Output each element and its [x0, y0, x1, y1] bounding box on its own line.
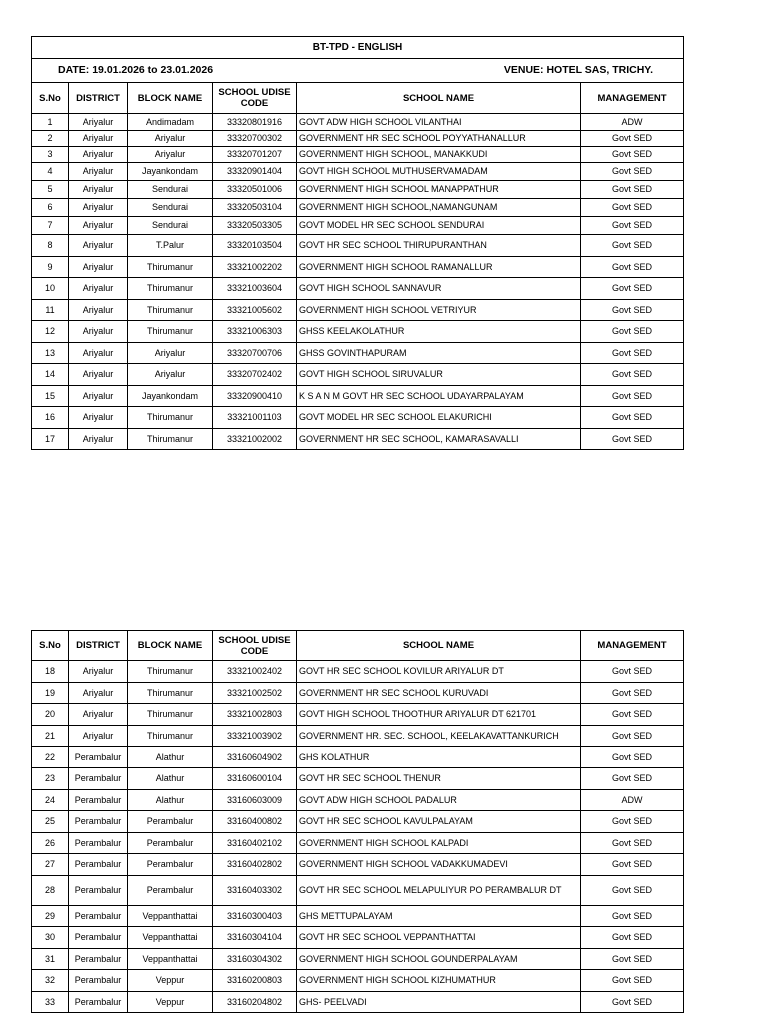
cell-udise-code: 33160402802 — [213, 854, 297, 876]
cell-sno: 31 — [32, 949, 69, 970]
cell-udise-code: 33321003902 — [213, 726, 297, 747]
cell-management: Govt SED — [581, 407, 684, 429]
cell-district: Ariyalur — [69, 147, 128, 163]
cell-udise-code: 33321006303 — [213, 321, 297, 343]
cell-school-name: GOVT HR SEC SCHOOL VEPPANTHATTAI — [297, 927, 581, 949]
cell-udise-code: 33321001103 — [213, 407, 297, 429]
cell-udise-code: 33320503104 — [213, 199, 297, 217]
cell-block-name: Thirumanur — [128, 661, 213, 683]
cell-district: Ariyalur — [69, 181, 128, 199]
date-range: DATE: 19.01.2026 to 23.01.2026 — [58, 64, 214, 76]
cell-district: Ariyalur — [69, 199, 128, 217]
cell-school-name: GOVERNMENT HIGH SCHOOL KALPADI — [297, 833, 581, 854]
table-row — [32, 970, 684, 992]
cell-district: Ariyalur — [69, 217, 128, 235]
cell-udise-code: 33160402102 — [213, 833, 297, 854]
cell-district: Ariyalur — [69, 278, 128, 300]
cell-block-name: Jayankondam — [128, 386, 213, 407]
cell-management: ADW — [581, 114, 684, 131]
cell-sno: 3 — [32, 147, 69, 163]
table-row — [32, 906, 684, 927]
cell-udise-code: 33321002202 — [213, 257, 297, 278]
cell-udise-code: 33320700302 — [213, 131, 297, 147]
header-district: DISTRICT — [69, 83, 128, 114]
cell-school-name: GOVT HR SEC SCHOOL KOVILUR ARIYALUR DT — [297, 661, 581, 683]
cell-sno: 14 — [32, 364, 69, 386]
cell-school-name: GHSS GOVINTHAPURAM — [297, 343, 581, 364]
cell-block-name: Ariyalur — [128, 343, 213, 364]
cell-sno: 4 — [32, 163, 69, 181]
cell-district: Perambalur — [69, 811, 128, 833]
cell-management: Govt SED — [581, 257, 684, 278]
cell-management: Govt SED — [581, 992, 684, 1013]
cell-block-name: Sendurai — [128, 217, 213, 235]
header-row — [32, 83, 684, 114]
cell-school-name: GOVERNMENT HIGH SCHOOL VADAKKUMADEVI — [297, 854, 581, 876]
table-row — [32, 321, 684, 343]
cell-district: Ariyalur — [69, 726, 128, 747]
cell-management: Govt SED — [581, 235, 684, 257]
date-venue-row — [32, 59, 684, 83]
cell-udise-code: 33160300403 — [213, 906, 297, 927]
cell-sno: 23 — [32, 768, 69, 790]
cell-district: Perambalur — [69, 747, 128, 768]
cell-management: Govt SED — [581, 131, 684, 147]
cell-block-name: Veppanthattai — [128, 927, 213, 949]
cell-block-name: Thirumanur — [128, 321, 213, 343]
cell-school-name: GOVERNMENT HIGH SCHOOL MANAPPATHUR — [297, 181, 581, 199]
cell-school-name: GOVERNMENT HIGH SCHOOL VETRIYUR — [297, 300, 581, 321]
cell-school-name: GOVT HR SEC SCHOOL THENUR — [297, 768, 581, 790]
cell-udise-code: 33320900410 — [213, 386, 297, 407]
cell-management: Govt SED — [581, 199, 684, 217]
table-2-body — [32, 631, 684, 1013]
cell-management: Govt SED — [581, 768, 684, 790]
cell-sno: 25 — [32, 811, 69, 833]
cell-block-name: Veppanthattai — [128, 949, 213, 970]
cell-district: Perambalur — [69, 876, 128, 906]
cell-district: Ariyalur — [69, 343, 128, 364]
table-row — [32, 235, 684, 257]
cell-management: Govt SED — [581, 429, 684, 450]
cell-udise-code: 33160304302 — [213, 949, 297, 970]
cell-district: Ariyalur — [69, 364, 128, 386]
header-row — [32, 631, 684, 661]
cell-sno: 19 — [32, 683, 69, 704]
cell-udise-code: 33320702402 — [213, 364, 297, 386]
cell-block-name: Perambalur — [128, 876, 213, 906]
cell-management: Govt SED — [581, 876, 684, 906]
title-row — [32, 37, 684, 59]
cell-sno: 17 — [32, 429, 69, 450]
school-table-2 — [31, 630, 684, 1013]
cell-management: Govt SED — [581, 854, 684, 876]
cell-school-name: GOVERNMENT HIGH SCHOOL RAMANALLUR — [297, 257, 581, 278]
table-row — [32, 790, 684, 811]
cell-sno: 11 — [32, 300, 69, 321]
cell-school-name: GOVERNMENT HIGH SCHOOL GOUNDERPALAYAM — [297, 949, 581, 970]
table-row — [32, 876, 684, 906]
cell-sno: 6 — [32, 199, 69, 217]
cell-udise-code: 33160200803 — [213, 970, 297, 992]
table-row — [32, 683, 684, 704]
cell-management: Govt SED — [581, 949, 684, 970]
cell-block-name: Thirumanur — [128, 726, 213, 747]
header-block-name: BLOCK NAME — [128, 83, 213, 114]
cell-udise-code: 33160204802 — [213, 992, 297, 1013]
header-sno: S.No — [32, 631, 69, 661]
cell-district: Perambalur — [69, 970, 128, 992]
cell-sno: 28 — [32, 876, 69, 906]
header-udise-code: SCHOOL UDISE CODE — [213, 83, 297, 114]
table-row — [32, 854, 684, 876]
table-row — [32, 163, 684, 181]
venue: VENUE: HOTEL SAS, TRICHY. — [503, 64, 654, 76]
cell-block-name: Sendurai — [128, 181, 213, 199]
cell-udise-code: 33321002803 — [213, 704, 297, 726]
cell-udise-code: 33160400802 — [213, 811, 297, 833]
cell-district: Ariyalur — [69, 407, 128, 429]
school-table-1 — [31, 36, 684, 450]
cell-udise-code: 33160403302 — [213, 876, 297, 906]
cell-block-name: Perambalur — [128, 811, 213, 833]
table-row — [32, 768, 684, 790]
table-row — [32, 386, 684, 407]
table-row — [32, 364, 684, 386]
cell-block-name: Thirumanur — [128, 407, 213, 429]
document-title: BT-TPD - ENGLISH — [32, 37, 684, 59]
cell-district: Perambalur — [69, 790, 128, 811]
cell-district: Ariyalur — [69, 704, 128, 726]
cell-block-name: Alathur — [128, 768, 213, 790]
cell-block-name: Thirumanur — [128, 257, 213, 278]
cell-block-name: Veppur — [128, 992, 213, 1013]
cell-udise-code: 33321002002 — [213, 429, 297, 450]
cell-school-name: GHS KOLATHUR — [297, 747, 581, 768]
cell-udise-code: 33320701207 — [213, 147, 297, 163]
cell-district: Ariyalur — [69, 163, 128, 181]
cell-sno: 18 — [32, 661, 69, 683]
cell-management: Govt SED — [581, 163, 684, 181]
cell-sno: 33 — [32, 992, 69, 1013]
table-row — [32, 407, 684, 429]
cell-sno: 9 — [32, 257, 69, 278]
cell-school-name: GOVT ADW HIGH SCHOOL VILANTHAI — [297, 114, 581, 131]
cell-udise-code: 33160600104 — [213, 768, 297, 790]
cell-block-name: Ariyalur — [128, 131, 213, 147]
cell-udise-code: 33321002402 — [213, 661, 297, 683]
cell-school-name: GOVERNMENT HR SEC SCHOOL, KAMARASAVALLI — [297, 429, 581, 450]
cell-block-name: Andimadam — [128, 114, 213, 131]
cell-school-name: GOVT MODEL HR SEC SCHOOL ELAKURICHI — [297, 407, 581, 429]
cell-school-name: GOVERNMENT HR SEC SCHOOL POYYATHANALLUR — [297, 131, 581, 147]
cell-school-name: GOVT HIGH SCHOOL SIRUVALUR — [297, 364, 581, 386]
cell-block-name: Thirumanur — [128, 704, 213, 726]
table-row — [32, 217, 684, 235]
cell-school-name: GOVERNMENT HIGH SCHOOL KIZHUMATHUR — [297, 970, 581, 992]
cell-district: Perambalur — [69, 992, 128, 1013]
cell-management: Govt SED — [581, 386, 684, 407]
cell-school-name: GHSS KEELAKOLATHUR — [297, 321, 581, 343]
cell-management: Govt SED — [581, 833, 684, 854]
table-row — [32, 927, 684, 949]
cell-management: Govt SED — [581, 704, 684, 726]
cell-district: Ariyalur — [69, 300, 128, 321]
cell-management: Govt SED — [581, 300, 684, 321]
cell-management: Govt SED — [581, 343, 684, 364]
cell-district: Perambalur — [69, 854, 128, 876]
cell-school-name: GOVT HIGH SCHOOL SANNAVUR — [297, 278, 581, 300]
cell-block-name: Perambalur — [128, 833, 213, 854]
table-row — [32, 833, 684, 854]
cell-district: Ariyalur — [69, 321, 128, 343]
table-1-body — [32, 37, 684, 450]
header-management: MANAGEMENT — [581, 83, 684, 114]
cell-management: Govt SED — [581, 683, 684, 704]
cell-district: Ariyalur — [69, 386, 128, 407]
cell-management: Govt SED — [581, 181, 684, 199]
cell-management: Govt SED — [581, 726, 684, 747]
cell-district: Perambalur — [69, 768, 128, 790]
header-school-name: SCHOOL NAME — [297, 631, 581, 661]
cell-udise-code: 33321005602 — [213, 300, 297, 321]
cell-sno: 24 — [32, 790, 69, 811]
cell-block-name: Thirumanur — [128, 683, 213, 704]
cell-sno: 22 — [32, 747, 69, 768]
table-row — [32, 811, 684, 833]
cell-sno: 21 — [32, 726, 69, 747]
cell-block-name: Alathur — [128, 790, 213, 811]
table-row — [32, 114, 684, 131]
cell-management: Govt SED — [581, 147, 684, 163]
cell-management: Govt SED — [581, 747, 684, 768]
cell-sno: 29 — [32, 906, 69, 927]
cell-udise-code: 33320801916 — [213, 114, 297, 131]
table-row — [32, 704, 684, 726]
cell-sno: 8 — [32, 235, 69, 257]
cell-school-name: GOVERNMENT HR. SEC. SCHOOL, KEELAKAVATTANKURICH — [297, 726, 581, 747]
cell-school-name: GOVT HR SEC SCHOOL MELAPULIYUR PO PERAMBALUR DT — [297, 876, 581, 906]
cell-district: Ariyalur — [69, 257, 128, 278]
cell-udise-code: 33160604902 — [213, 747, 297, 768]
cell-management: Govt SED — [581, 364, 684, 386]
cell-block-name: T.Palur — [128, 235, 213, 257]
cell-management: Govt SED — [581, 217, 684, 235]
cell-management: Govt SED — [581, 927, 684, 949]
cell-district: Perambalur — [69, 906, 128, 927]
cell-sno: 32 — [32, 970, 69, 992]
cell-udise-code: 33160304104 — [213, 927, 297, 949]
cell-district: Perambalur — [69, 833, 128, 854]
cell-sno: 2 — [32, 131, 69, 147]
cell-udise-code: 33320503305 — [213, 217, 297, 235]
cell-udise-code: 33320700706 — [213, 343, 297, 364]
cell-school-name: GOVERNMENT HR SEC SCHOOL KURUVADI — [297, 683, 581, 704]
table-row — [32, 131, 684, 147]
table-row — [32, 992, 684, 1013]
cell-management: Govt SED — [581, 811, 684, 833]
cell-udise-code: 33320501006 — [213, 181, 297, 199]
cell-school-name: GOVT MODEL HR SEC SCHOOL SENDURAI — [297, 217, 581, 235]
cell-school-name: GOVT HIGH SCHOOL MUTHUSERVAMADAM — [297, 163, 581, 181]
cell-management: Govt SED — [581, 661, 684, 683]
cell-management: ADW — [581, 790, 684, 811]
cell-district: Ariyalur — [69, 683, 128, 704]
cell-block-name: Perambalur — [128, 854, 213, 876]
cell-school-name: GOVT HIGH SCHOOL THOOTHUR ARIYALUR DT 621701 — [297, 704, 581, 726]
header-sno: S.No — [32, 83, 69, 114]
cell-school-name: GOVERNMENT HIGH SCHOOL,NAMANGUNAM — [297, 199, 581, 217]
table-row — [32, 661, 684, 683]
table-row — [32, 181, 684, 199]
header-school-name: SCHOOL NAME — [297, 83, 581, 114]
cell-block-name: Jayankondam — [128, 163, 213, 181]
cell-sno: 13 — [32, 343, 69, 364]
cell-block-name: Thirumanur — [128, 429, 213, 450]
cell-udise-code: 33160603009 — [213, 790, 297, 811]
table-row — [32, 257, 684, 278]
cell-management: Govt SED — [581, 970, 684, 992]
table-row — [32, 747, 684, 768]
cell-sno: 20 — [32, 704, 69, 726]
cell-block-name: Alathur — [128, 747, 213, 768]
cell-block-name: Ariyalur — [128, 147, 213, 163]
cell-block-name: Veppanthattai — [128, 906, 213, 927]
date-venue-cell — [32, 59, 684, 83]
cell-sno: 16 — [32, 407, 69, 429]
cell-school-name: GOVT ADW HIGH SCHOOL PADALUR — [297, 790, 581, 811]
cell-udise-code: 33321003604 — [213, 278, 297, 300]
cell-district: Ariyalur — [69, 661, 128, 683]
header-udise-code: SCHOOL UDISE CODE — [213, 631, 297, 661]
table-row — [32, 199, 684, 217]
cell-district: Perambalur — [69, 927, 128, 949]
cell-sno: 27 — [32, 854, 69, 876]
cell-sno: 10 — [32, 278, 69, 300]
cell-sno: 30 — [32, 927, 69, 949]
cell-udise-code: 33321002502 — [213, 683, 297, 704]
cell-district: Perambalur — [69, 949, 128, 970]
cell-block-name: Thirumanur — [128, 278, 213, 300]
table-row — [32, 949, 684, 970]
cell-district: Ariyalur — [69, 235, 128, 257]
cell-udise-code: 33320103504 — [213, 235, 297, 257]
cell-school-name: GHS- PEELVADI — [297, 992, 581, 1013]
cell-sno: 26 — [32, 833, 69, 854]
cell-management: Govt SED — [581, 321, 684, 343]
cell-udise-code: 33320901404 — [213, 163, 297, 181]
cell-management: Govt SED — [581, 906, 684, 927]
header-management: MANAGEMENT — [581, 631, 684, 661]
cell-school-name: GOVT HR SEC SCHOOL THIRUPURANTHAN — [297, 235, 581, 257]
table-row — [32, 429, 684, 450]
cell-sno: 12 — [32, 321, 69, 343]
table-row — [32, 343, 684, 364]
cell-sno: 15 — [32, 386, 69, 407]
cell-block-name: Ariyalur — [128, 364, 213, 386]
cell-sno: 1 — [32, 114, 69, 131]
header-block-name: BLOCK NAME — [128, 631, 213, 661]
cell-school-name: GHS METTUPALAYAM — [297, 906, 581, 927]
table-row — [32, 147, 684, 163]
cell-block-name: Thirumanur — [128, 300, 213, 321]
table-row — [32, 726, 684, 747]
cell-sno: 5 — [32, 181, 69, 199]
cell-district: Ariyalur — [69, 131, 128, 147]
cell-school-name: K S A N M GOVT HR SEC SCHOOL UDAYARPALAYAM — [297, 386, 581, 407]
cell-management: Govt SED — [581, 278, 684, 300]
header-district: DISTRICT — [69, 631, 128, 661]
cell-district: Ariyalur — [69, 429, 128, 450]
table-row — [32, 278, 684, 300]
table-row — [32, 300, 684, 321]
cell-block-name: Veppur — [128, 970, 213, 992]
cell-school-name: GOVERNMENT HIGH SCHOOL, MANAKKUDI — [297, 147, 581, 163]
cell-school-name: GOVT HR SEC SCHOOL KAVULPALAYAM — [297, 811, 581, 833]
cell-sno: 7 — [32, 217, 69, 235]
cell-district: Ariyalur — [69, 114, 128, 131]
cell-block-name: Sendurai — [128, 199, 213, 217]
